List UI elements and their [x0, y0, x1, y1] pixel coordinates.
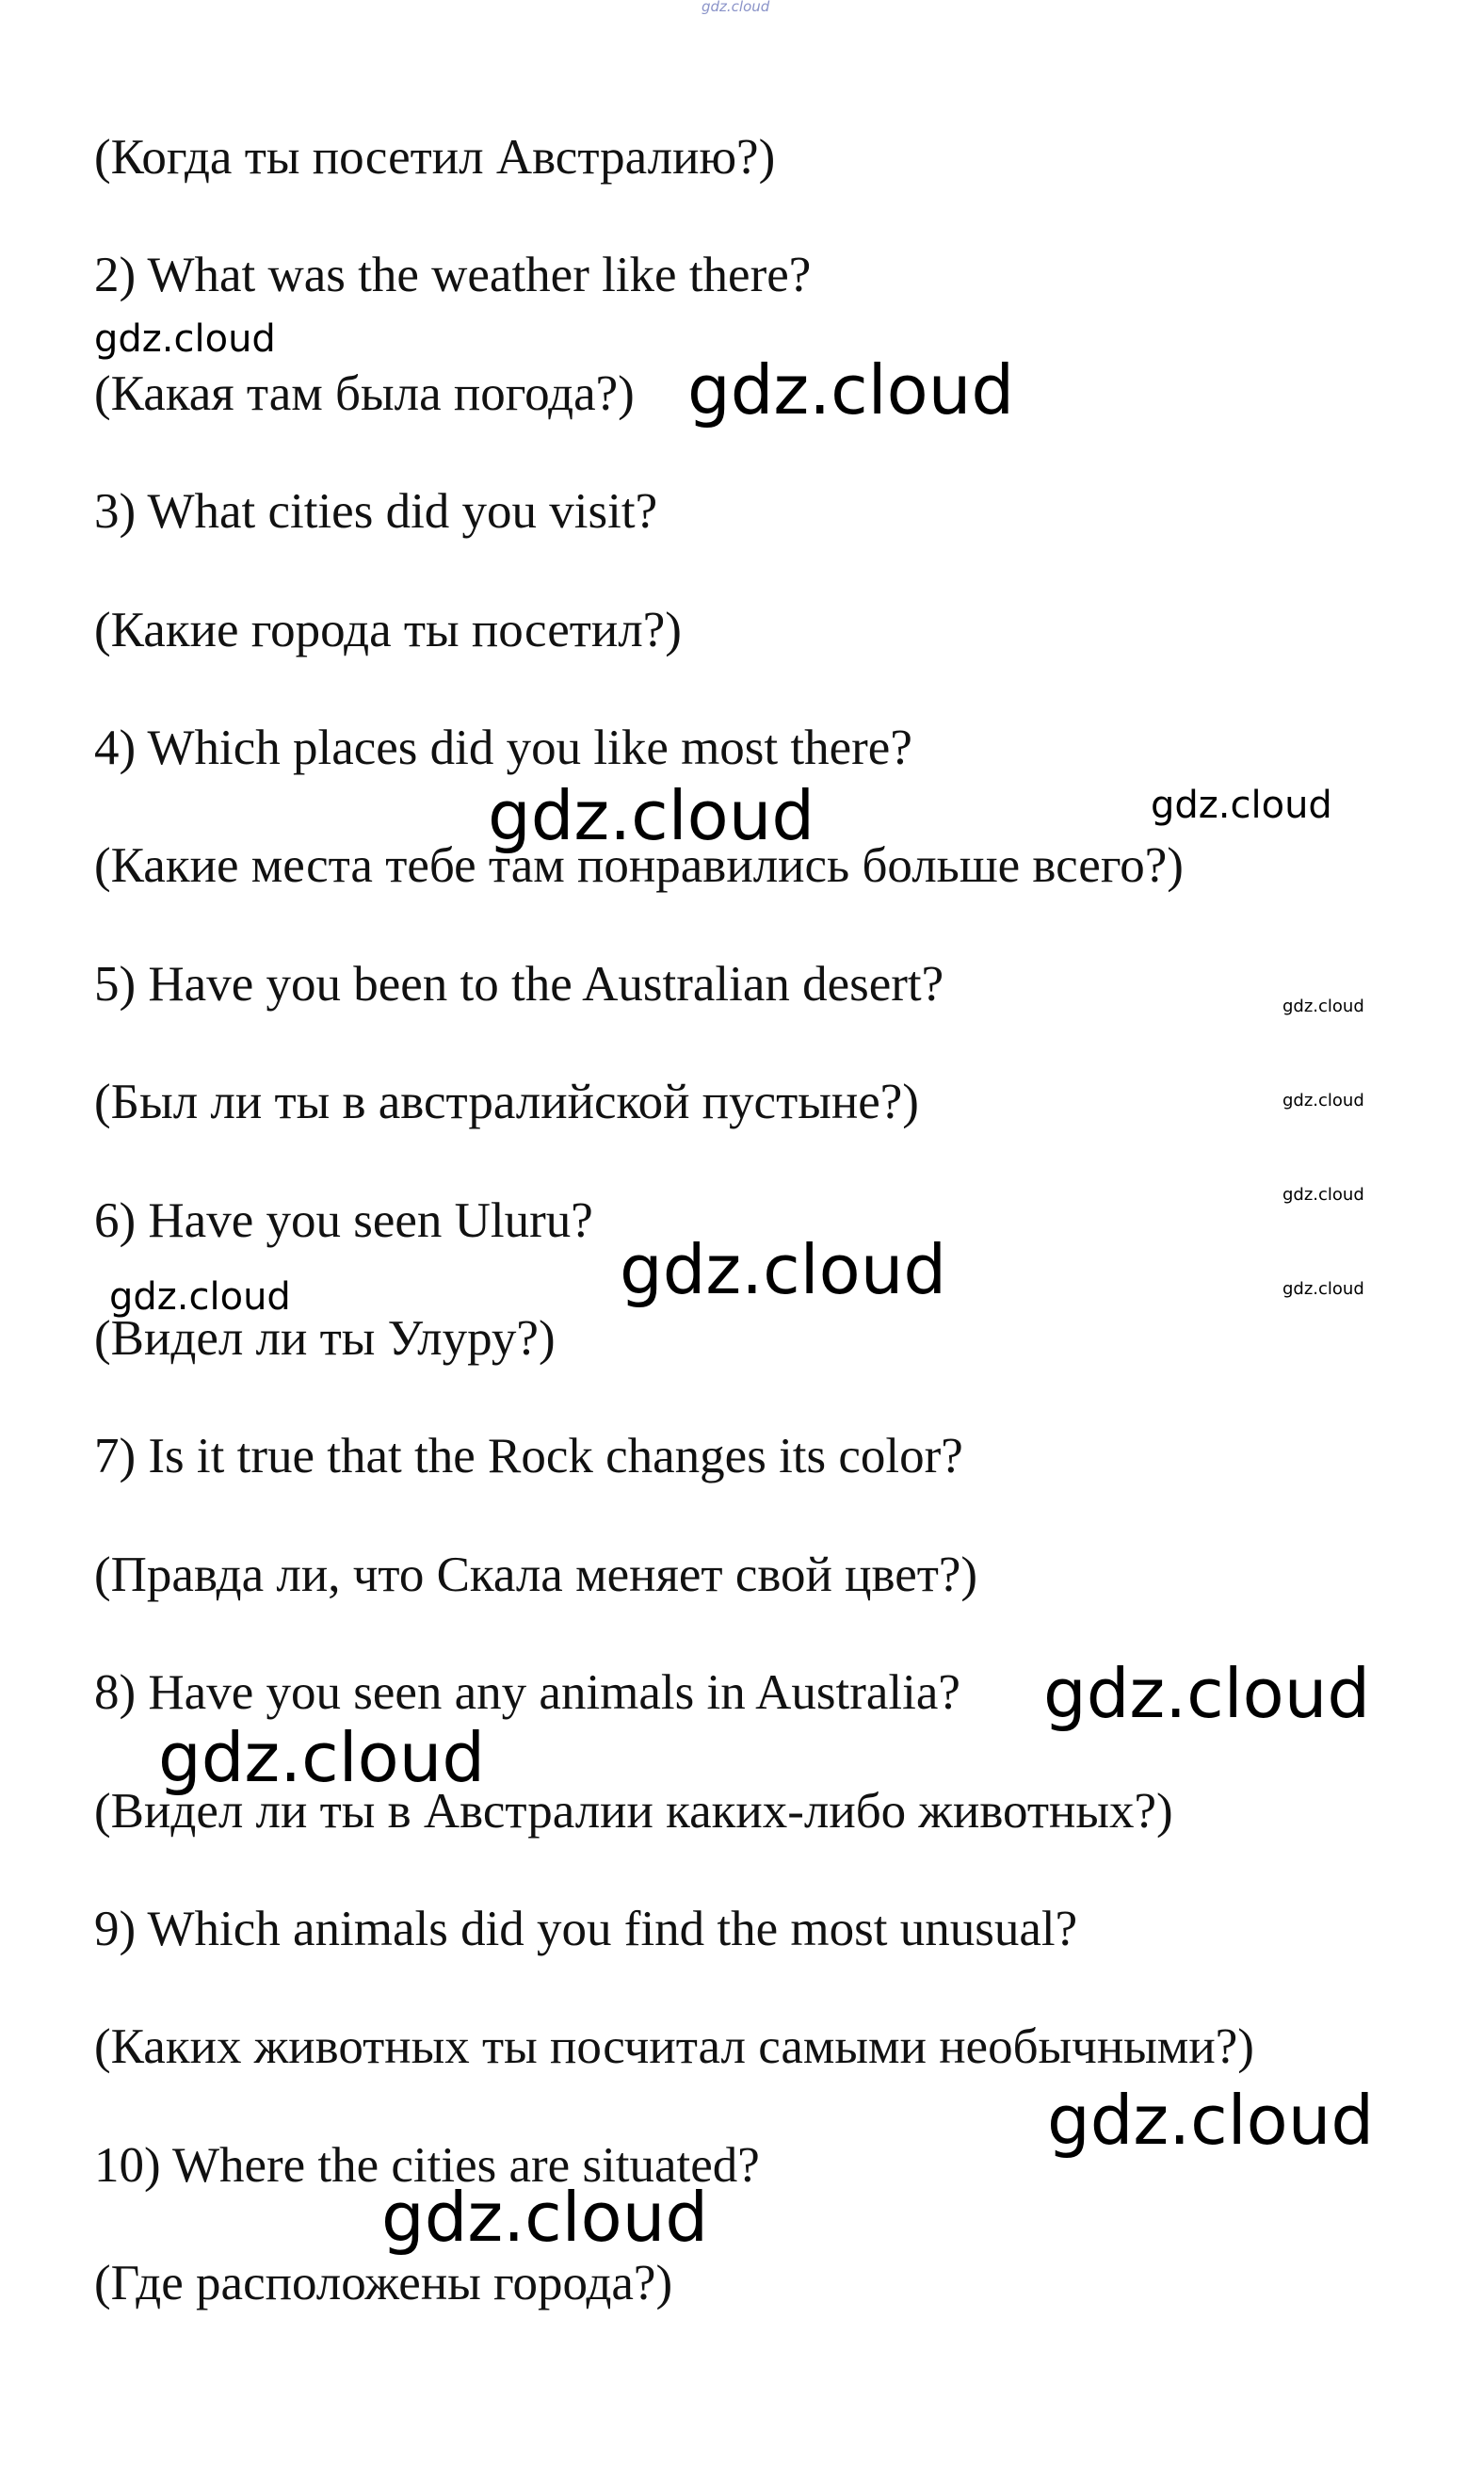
watermark: gdz.cloud [1043, 1654, 1371, 1733]
question-8: 8) Have you seen any animals in Australia? [94, 1665, 960, 1720]
question-2: 2) What was the weather like there? [94, 248, 812, 302]
watermark: gdz.cloud [620, 1230, 947, 1309]
watermark: gdz.cloud [1282, 1185, 1364, 1205]
text-line: (Когда ты посетил Австралию?) [94, 130, 776, 185]
watermark: gdz.cloud [381, 2178, 709, 2257]
translation-7: (Правда ли, что Скала меняет свой цвет?) [94, 1548, 978, 1602]
question-10: 10) Where the cities are situated? [94, 2138, 760, 2193]
translation-10: (Где расположены города?) [94, 2256, 673, 2310]
watermark: gdz.cloud [94, 317, 276, 361]
top-watermark: gdz.cloud [702, 0, 770, 15]
translation-4: (Какие места тебе там понравились больше всего?) [94, 838, 1184, 893]
translation-8: (Видел ли ты в Австралии каких-либо животных?) [94, 1784, 1173, 1839]
question-3: 3) What cities did you visit? [94, 484, 658, 539]
watermark: gdz.cloud [488, 776, 815, 855]
translation-2: (Какая там была погода?) [94, 366, 635, 421]
question-9: 9) Which animals did you find the most unusual? [94, 1902, 1078, 1956]
watermark: gdz.cloud [1047, 2081, 1375, 2160]
watermark: gdz.cloud [687, 350, 1015, 430]
translation-3: (Какие города ты посетил?) [94, 603, 682, 657]
watermark: gdz.cloud [1282, 1091, 1364, 1110]
watermark: gdz.cloud [158, 1718, 486, 1797]
watermark: gdz.cloud [109, 1275, 291, 1319]
watermark: gdz.cloud [1282, 1279, 1364, 1299]
translation-5: (Был ли ты в австралийской пустыне?) [94, 1075, 919, 1129]
question-6: 6) Have you seen Uluru? [94, 1193, 593, 1248]
question-7: 7) Is it true that the Rock changes its color? [94, 1429, 963, 1483]
question-4: 4) Which places did you like most there? [94, 721, 912, 775]
question-5: 5) Have you been to the Australian desert? [94, 957, 944, 1012]
translation-6: (Видел ли ты Улуру?) [94, 1311, 556, 1366]
translation-9: (Каких животных ты посчитал самыми необычными?) [94, 2019, 1254, 2074]
watermark: gdz.cloud [1282, 997, 1364, 1016]
watermark: gdz.cloud [1151, 784, 1332, 827]
